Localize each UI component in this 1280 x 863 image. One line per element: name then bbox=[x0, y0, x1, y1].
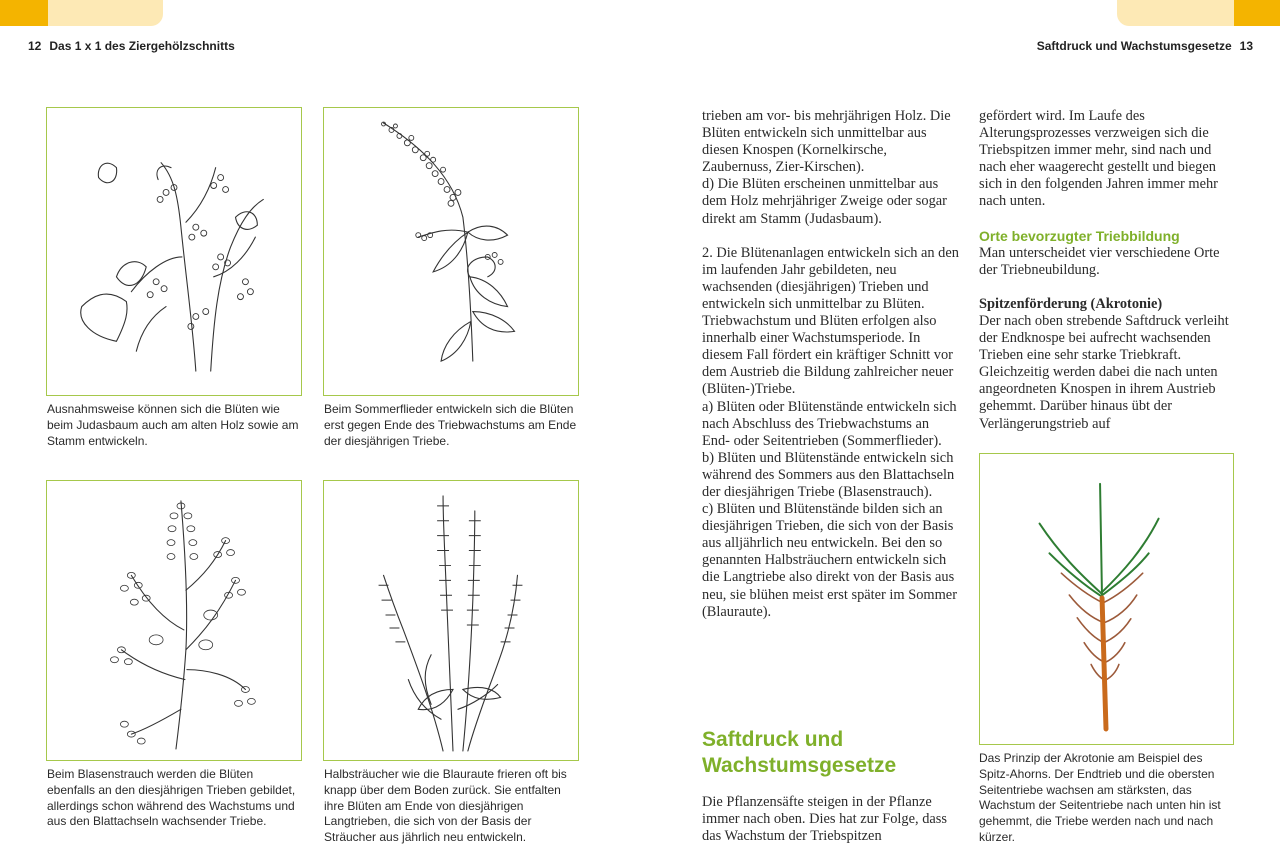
caption-blauraute: Halbsträucher wie die Blauraute frieren oft bis knapp über dem Boden zurück. Sie entfalten ihre Blüten am Ende von diesjährigen Langtrieben, die sich von der Basis der Sträucher aus jährlich neu entwickeln. bbox=[324, 767, 567, 845]
page-number-right: 13 bbox=[1239, 39, 1253, 53]
text-column-3 bbox=[702, 108, 960, 621]
figure-blauraute bbox=[323, 480, 579, 761]
figure-ahorn-akrotonie bbox=[979, 453, 1234, 745]
paragraph: a) Blüten oder Blütenstände entwickeln sich nach Abschluss des Triebwachstums an End- oder Seitentrieben (Sommerflieder). bbox=[702, 398, 957, 449]
subheading-bold: Spitzenförderung (Akrotonie) bbox=[979, 295, 1163, 312]
section-title: Saftdruck und Wachstumsgesetze bbox=[702, 728, 897, 777]
paragraph: Die Pflanzensäfte steigen in der Pflanze immer nach oben. Dies hat zur Folge, dass das Wachstum der Triebspitzen bbox=[702, 794, 947, 845]
figure-judasbaum bbox=[46, 107, 302, 396]
paragraph: trieben am vor- bis mehrjährigen Holz. Die Blüten entwickeln sich unmittelbar aus diesen Knospen (Kornelkirsche, Zaubernuss, Zier-Kirschen). bbox=[702, 108, 951, 176]
corner-tab-left bbox=[0, 0, 48, 26]
corner-tab-left-pale bbox=[48, 0, 163, 26]
blasenstrauch-illustration bbox=[47, 481, 301, 760]
subheading-green: Orte bevorzugter Triebbildung bbox=[979, 227, 1180, 244]
caption-blasenstrauch: Beim Blasenstrauch werden die Blüten ebenfalls an den diesjährigen Trieben gebildet, allerdings schon während des Wachstums und aus den Blattachseln wachsender Triebe. bbox=[47, 767, 296, 829]
text-column-3-bottom bbox=[702, 794, 960, 845]
corner-tab-right-pale bbox=[1117, 0, 1234, 26]
caption-sommerflieder: Beim Sommerflieder entwickeln sich die Blüten erst gegen Ende des Triebwachstums am Ende der diesjährigen Triebe. bbox=[324, 402, 577, 448]
page-number-left: 12 bbox=[28, 39, 42, 53]
paragraph: d) Die Blüten erscheinen unmittelbar aus dem Holz mehrjähriger Zweige oder sogar direkt am Stamm (Judasbaum). bbox=[702, 176, 947, 227]
caption-judasbaum: Ausnahmsweise können sich die Blüten wie beim Judasbaum auch am alten Holz sowie am Stamm entwickeln. bbox=[47, 402, 299, 448]
sommerflieder-illustration bbox=[324, 108, 578, 395]
paragraph: c) Blüten und Blütenstände bilden sich an diesjährigen Trieben, die sich von der Basis aus alljährlich neu entwickeln. Bei den so genannten Halbsträuchern entwickeln sich die Langtriebe also direkt von der Basis aus neu, sie blühen meist erst später im Sommer (Blauraute). bbox=[702, 501, 957, 620]
paragraph: b) Blüten und Blütenstände entwickeln sich während des Sommers aus den Blattachseln der diesjährigen Triebe (Blasenstrauch). bbox=[702, 449, 955, 500]
paragraph: Man unterscheidet vier verschiedene Orte der Triebneubildung. bbox=[979, 244, 1220, 278]
caption-ahorn: Das Prinzip der Akrotonie am Beispiel des Spitz-Ahorns. Der Endtrieb und die obersten Seitentriebe wachsen am stärksten, das Wachstum der Seitentriebe nach unten hin ist gehemmt, die Triebe werden nach und nach kürzer. bbox=[979, 751, 1221, 844]
text-column-4 bbox=[979, 108, 1237, 433]
paragraph: Der nach oben strebende Saftdruck verleiht der Endknospe bei aufrecht wachsenden Trieben eine sehr starke Triebkraft. Gleichzeitig werden dabei die nach unten angeordneten Knospen in ihrem Austrieb gehemmt. Darüber hinaus übt der Verlängerungstrieb auf bbox=[979, 312, 1229, 432]
running-header-left bbox=[28, 39, 243, 53]
running-title-right: Saftdruck und Wachstumsgesetze bbox=[1036, 39, 1232, 53]
figure-blasenstrauch bbox=[46, 480, 302, 761]
running-header-right bbox=[1037, 39, 1253, 53]
figure-sommerflieder bbox=[323, 107, 579, 396]
blauraute-illustration bbox=[324, 481, 578, 760]
judasbaum-illustration bbox=[47, 108, 301, 395]
running-title-left: Das 1 x 1 des Ziergehölzschnitts bbox=[49, 39, 235, 53]
paragraph: 2. Die Blütenanlagen entwickeln sich an den im laufenden Jahr gebildeten, neu wachsenden (diesjährigen) Trieben und entwickeln sich unmittelbar zu Blüten. Triebwachstum und Blüten erfolgen also innerhalb einer Wachstumsperiode. In diesem Fall fördert ein kräftiger Schnitt vor dem Austrieb die Bildung zahlreicher neuer (Blüten-)Triebe. bbox=[702, 244, 959, 398]
paragraph: gefördert wird. Im Laufe des Alterungsprozesses verzweigen sich die Triebspitzen immer mehr, sind nach und nach eher waagerecht gestellt und biegen sich in den folgenden Jahren immer mehr nach unten. bbox=[979, 108, 1218, 210]
akrotonie-illustration bbox=[980, 454, 1233, 744]
corner-tab-right bbox=[1234, 0, 1280, 26]
